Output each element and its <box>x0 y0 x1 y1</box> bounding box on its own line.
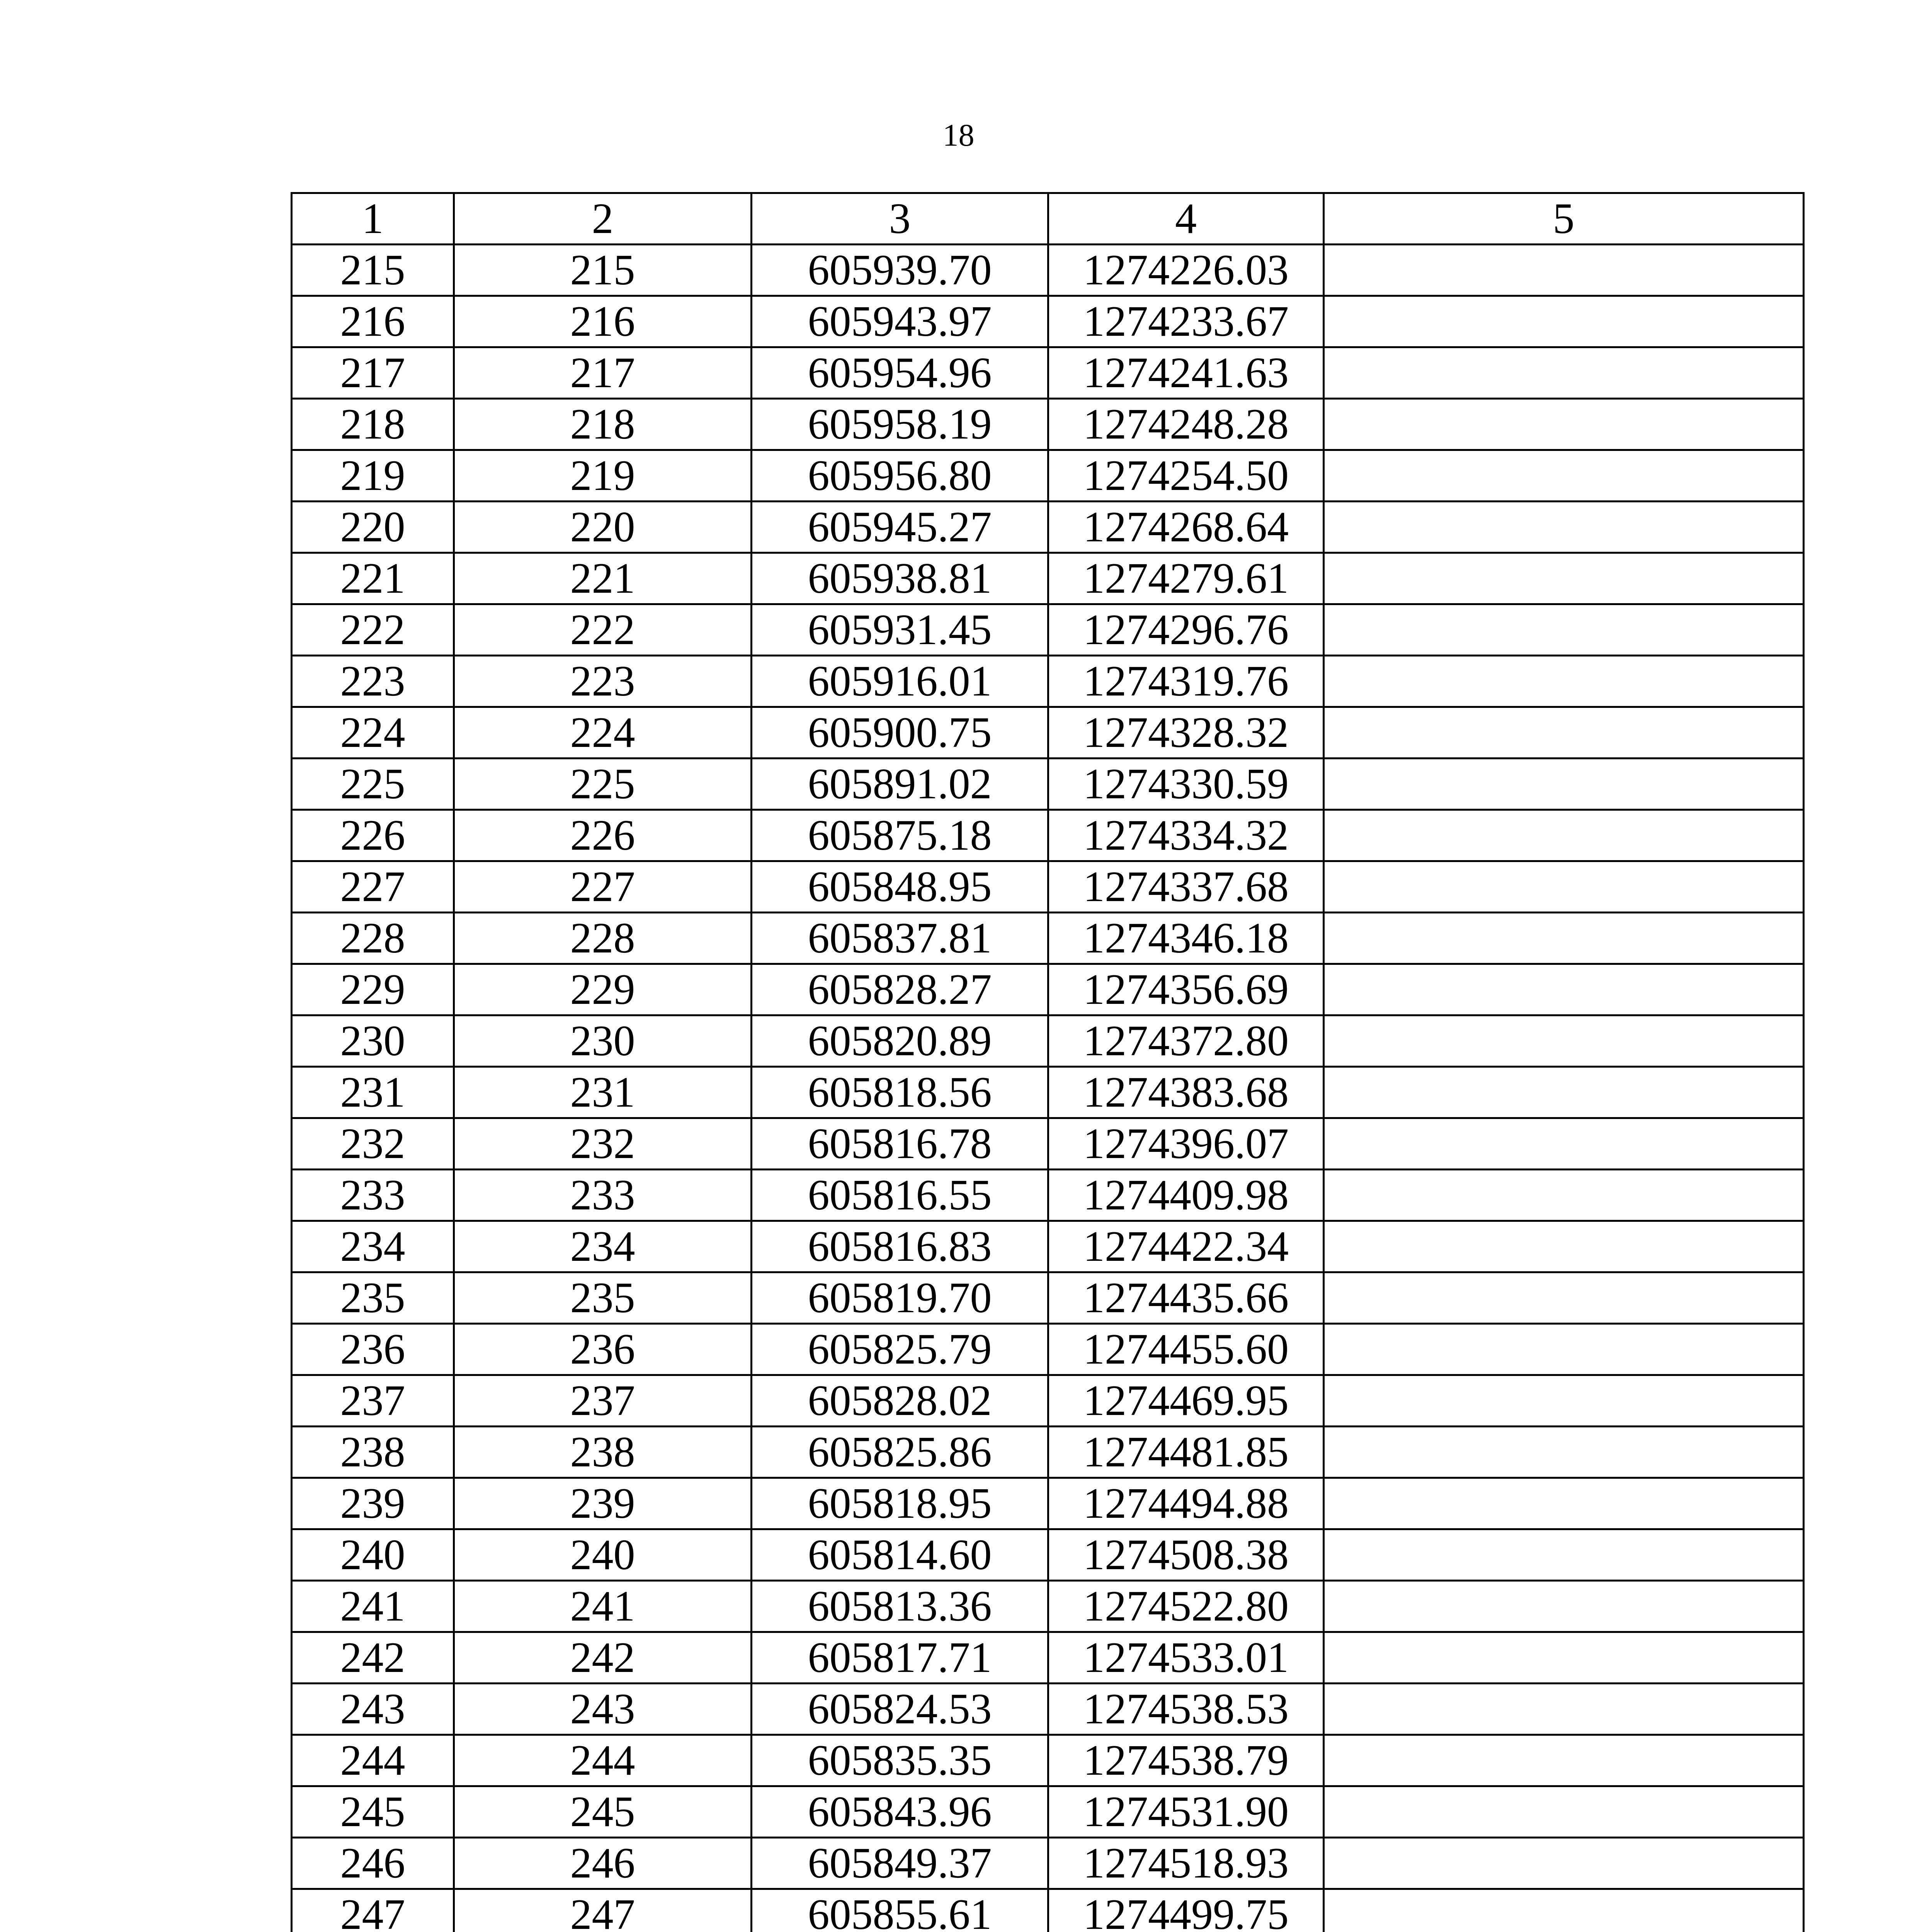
table-cell-col5 <box>1324 810 1804 861</box>
table-cell-col2: 235 <box>454 1272 752 1324</box>
table-cell-col5 <box>1324 245 1804 296</box>
table-row <box>292 450 1804 502</box>
table-row <box>292 1632 1804 1684</box>
table-cell-col4: 1274279.61 <box>1048 553 1324 604</box>
table-cell-col1: 215 <box>292 245 454 296</box>
table-cell-col4: 1274531.90 <box>1048 1786 1324 1838</box>
table-cell-col3: 605819.70 <box>752 1272 1048 1324</box>
table-cell-col5 <box>1324 1632 1804 1684</box>
table-row <box>292 1427 1804 1478</box>
table-cell-col1: 233 <box>292 1170 454 1221</box>
table-cell-col2: 217 <box>454 347 752 399</box>
table-cell-col5 <box>1324 1272 1804 1324</box>
table-cell-col5 <box>1324 913 1804 964</box>
table-cell-col1: 230 <box>292 1015 454 1067</box>
table-cell-col5 <box>1324 1375 1804 1427</box>
table-cell-col4: 1274226.03 <box>1048 245 1324 296</box>
table-cell-col3: 605837.81 <box>752 913 1048 964</box>
table-cell-col4: 1274241.63 <box>1048 347 1324 399</box>
table-cell-col1: 246 <box>292 1838 454 1889</box>
table-cell-col4: 1274346.18 <box>1048 913 1324 964</box>
table-row <box>292 759 1804 810</box>
table-cell-col1: 234 <box>292 1221 454 1272</box>
table-row <box>292 861 1804 913</box>
table-cell-col4: 1274481.85 <box>1048 1427 1324 1478</box>
table-cell-col2: 226 <box>454 810 752 861</box>
table-cell-col4: 1274383.68 <box>1048 1067 1324 1118</box>
table-cell-col4: 1274328.32 <box>1048 707 1324 759</box>
table-cell-col1: 219 <box>292 450 454 502</box>
table-cell-col5 <box>1324 553 1804 604</box>
table-cell-col5 <box>1324 502 1804 553</box>
table-cell-col5 <box>1324 604 1804 656</box>
table-row <box>292 604 1804 656</box>
table-row <box>292 913 1804 964</box>
table-cell-col5 <box>1324 1478 1804 1529</box>
table-cell-col4: 1274455.60 <box>1048 1324 1324 1375</box>
table-cell-col2: 233 <box>454 1170 752 1221</box>
table-cell-col1: 245 <box>292 1786 454 1838</box>
table-cell-col2: 232 <box>454 1118 752 1170</box>
table-cell-col3: 605817.71 <box>752 1632 1048 1684</box>
table-cell-col3: 605835.35 <box>752 1735 1048 1786</box>
table-row <box>292 1015 1804 1067</box>
table-cell-col3: 605820.89 <box>752 1015 1048 1067</box>
table-cell-col3: 605939.70 <box>752 245 1048 296</box>
header-cell-3: 3 <box>752 193 1048 245</box>
table-cell-col3: 605825.79 <box>752 1324 1048 1375</box>
table-cell-col1: 223 <box>292 656 454 707</box>
table-cell-col4: 1274396.07 <box>1048 1118 1324 1170</box>
table-cell-col2: 228 <box>454 913 752 964</box>
table-cell-col3: 605828.02 <box>752 1375 1048 1427</box>
table-cell-col5 <box>1324 1684 1804 1735</box>
table-cell-col5 <box>1324 656 1804 707</box>
table-cell-col2: 224 <box>454 707 752 759</box>
table-cell-col5 <box>1324 707 1804 759</box>
header-cell-1: 1 <box>292 193 454 245</box>
table-cell-col3: 605875.18 <box>752 810 1048 861</box>
table-cell-col3: 605816.83 <box>752 1221 1048 1272</box>
table-cell-col3: 605849.37 <box>752 1838 1048 1889</box>
table-cell-col4: 1274268.64 <box>1048 502 1324 553</box>
table-cell-col1: 247 <box>292 1889 454 1932</box>
table-cell-col5 <box>1324 1427 1804 1478</box>
table-cell-col1: 231 <box>292 1067 454 1118</box>
table-cell-col1: 242 <box>292 1632 454 1684</box>
table-cell-col3: 605891.02 <box>752 759 1048 810</box>
table-cell-col5 <box>1324 1118 1804 1170</box>
table-cell-col3: 605825.86 <box>752 1427 1048 1478</box>
table-cell-col2: 244 <box>454 1735 752 1786</box>
table-cell-col3: 605956.80 <box>752 450 1048 502</box>
table-cell-col1: 237 <box>292 1375 454 1427</box>
table-row <box>292 656 1804 707</box>
table-cell-col2: 245 <box>454 1786 752 1838</box>
table-cell-col1: 225 <box>292 759 454 810</box>
table-cell-col2: 230 <box>454 1015 752 1067</box>
table-cell-col2: 231 <box>454 1067 752 1118</box>
table-cell-col2: 221 <box>454 553 752 604</box>
table-cell-col5 <box>1324 296 1804 347</box>
table-cell-col2: 240 <box>454 1529 752 1581</box>
table-cell-col5 <box>1324 1786 1804 1838</box>
table-row <box>292 1786 1804 1838</box>
table-cell-col3: 605958.19 <box>752 399 1048 450</box>
table-cell-col1: 239 <box>292 1478 454 1529</box>
table-cell-col3: 605814.60 <box>752 1529 1048 1581</box>
table-cell-col3: 605938.81 <box>752 553 1048 604</box>
table-row <box>292 810 1804 861</box>
table-cell-col5 <box>1324 759 1804 810</box>
table-cell-col4: 1274254.50 <box>1048 450 1324 502</box>
table-cell-col4: 1274538.53 <box>1048 1684 1324 1735</box>
table-row <box>292 245 1804 296</box>
table-cell-col2: 236 <box>454 1324 752 1375</box>
table-row <box>292 347 1804 399</box>
table-cell-col4: 1274372.80 <box>1048 1015 1324 1067</box>
table-cell-col2: 225 <box>454 759 752 810</box>
table-cell-col1: 232 <box>292 1118 454 1170</box>
table-cell-col5 <box>1324 861 1804 913</box>
table-cell-col5 <box>1324 1529 1804 1581</box>
table-cell-col2: 219 <box>454 450 752 502</box>
table-cell-col1: 228 <box>292 913 454 964</box>
table-cell-col2: 216 <box>454 296 752 347</box>
table-cell-col5 <box>1324 1735 1804 1786</box>
table-cell-col5 <box>1324 450 1804 502</box>
table-row <box>292 1375 1804 1427</box>
header-cell-4: 4 <box>1048 193 1324 245</box>
table-row <box>292 1324 1804 1375</box>
table-cell-col4: 1274533.01 <box>1048 1632 1324 1684</box>
header-cell-5: 5 <box>1324 193 1804 245</box>
table-cell-col1: 217 <box>292 347 454 399</box>
table-header <box>292 193 1804 245</box>
table-cell-col4: 1274233.67 <box>1048 296 1324 347</box>
table-cell-col3: 605931.45 <box>752 604 1048 656</box>
table-cell-col1: 224 <box>292 707 454 759</box>
table-cell-col2: 246 <box>454 1838 752 1889</box>
table-cell-col3: 605816.78 <box>752 1118 1048 1170</box>
table-row <box>292 1272 1804 1324</box>
table-cell-col4: 1274494.88 <box>1048 1478 1324 1529</box>
table-body <box>292 245 1804 1932</box>
table-cell-col5 <box>1324 1838 1804 1889</box>
table-row <box>292 1735 1804 1786</box>
table-cell-col1: 238 <box>292 1427 454 1478</box>
table-cell-col1: 216 <box>292 296 454 347</box>
table-cell-col1: 229 <box>292 964 454 1015</box>
table-cell-col1: 218 <box>292 399 454 450</box>
table-cell-col1: 235 <box>292 1272 454 1324</box>
table-cell-col1: 236 <box>292 1324 454 1375</box>
table-cell-col5 <box>1324 964 1804 1015</box>
table-cell-col2: 241 <box>454 1581 752 1632</box>
table-cell-col1: 240 <box>292 1529 454 1581</box>
coordinates-table <box>291 192 1805 1932</box>
table-cell-col4: 1274319.76 <box>1048 656 1324 707</box>
table-cell-col2: 223 <box>454 656 752 707</box>
table-cell-col3: 605818.56 <box>752 1067 1048 1118</box>
header-row <box>292 193 1804 245</box>
table-cell-col1: 226 <box>292 810 454 861</box>
table-cell-col3: 605900.75 <box>752 707 1048 759</box>
table-cell-col2: 247 <box>454 1889 752 1932</box>
table-cell-col5 <box>1324 399 1804 450</box>
table-cell-col2: 237 <box>454 1375 752 1427</box>
table-cell-col3: 605828.27 <box>752 964 1048 1015</box>
table-row <box>292 1170 1804 1221</box>
table-cell-col4: 1274522.80 <box>1048 1581 1324 1632</box>
table-cell-col4: 1274409.98 <box>1048 1170 1324 1221</box>
table-cell-col4: 1274356.69 <box>1048 964 1324 1015</box>
table-cell-col4: 1274499.75 <box>1048 1889 1324 1932</box>
table-cell-col1: 243 <box>292 1684 454 1735</box>
table-row <box>292 296 1804 347</box>
table-cell-col1: 241 <box>292 1581 454 1632</box>
table-cell-col4: 1274538.79 <box>1048 1735 1324 1786</box>
table-cell-col4: 1274334.32 <box>1048 810 1324 861</box>
table-cell-col5 <box>1324 1581 1804 1632</box>
table-cell-col4: 1274469.95 <box>1048 1375 1324 1427</box>
table-cell-col3: 605943.97 <box>752 296 1048 347</box>
table-cell-col4: 1274337.68 <box>1048 861 1324 913</box>
table-cell-col2: 215 <box>454 245 752 296</box>
table-cell-col2: 239 <box>454 1478 752 1529</box>
table-cell-col3: 605818.95 <box>752 1478 1048 1529</box>
table-row <box>292 1529 1804 1581</box>
page-number: 18 <box>942 117 975 153</box>
table-cell-col5 <box>1324 347 1804 399</box>
table-cell-col3: 605824.53 <box>752 1684 1048 1735</box>
table-cell-col5 <box>1324 1015 1804 1067</box>
table-cell-col2: 229 <box>454 964 752 1015</box>
table-cell-col1: 244 <box>292 1735 454 1786</box>
table-row <box>292 1118 1804 1170</box>
table-cell-col5 <box>1324 1067 1804 1118</box>
table-cell-col2: 243 <box>454 1684 752 1735</box>
table-cell-col4: 1274248.28 <box>1048 399 1324 450</box>
table-cell-col3: 605813.36 <box>752 1581 1048 1632</box>
table-cell-col1: 227 <box>292 861 454 913</box>
table-cell-col3: 605954.96 <box>752 347 1048 399</box>
table-cell-col2: 218 <box>454 399 752 450</box>
table-row <box>292 399 1804 450</box>
table-cell-col4: 1274435.66 <box>1048 1272 1324 1324</box>
table-cell-col2: 227 <box>454 861 752 913</box>
table-row <box>292 502 1804 553</box>
table-cell-col3: 605848.95 <box>752 861 1048 913</box>
table-cell-col3: 605916.01 <box>752 656 1048 707</box>
table-row <box>292 1684 1804 1735</box>
table-cell-col4: 1274330.59 <box>1048 759 1324 810</box>
table-cell-col3: 605816.55 <box>752 1170 1048 1221</box>
table-cell-col2: 234 <box>454 1221 752 1272</box>
table-cell-col2: 220 <box>454 502 752 553</box>
table-cell-col5 <box>1324 1324 1804 1375</box>
table-cell-col4: 1274508.38 <box>1048 1529 1324 1581</box>
table-cell-col4: 1274422.34 <box>1048 1221 1324 1272</box>
table-cell-col1: 220 <box>292 502 454 553</box>
table-cell-col3: 605843.96 <box>752 1786 1048 1838</box>
table-cell-col5 <box>1324 1170 1804 1221</box>
table-cell-col3: 605945.27 <box>752 502 1048 553</box>
table-row <box>292 1581 1804 1632</box>
table-row <box>292 1889 1804 1932</box>
table-row <box>292 1478 1804 1529</box>
table-row <box>292 1067 1804 1118</box>
table-cell-col2: 238 <box>454 1427 752 1478</box>
table-row <box>292 964 1804 1015</box>
table-cell-col5 <box>1324 1221 1804 1272</box>
table-cell-col3: 605855.61 <box>752 1889 1048 1932</box>
table-cell-col1: 221 <box>292 553 454 604</box>
table-cell-col2: 222 <box>454 604 752 656</box>
table-cell-col4: 1274518.93 <box>1048 1838 1324 1889</box>
header-cell-2: 2 <box>454 193 752 245</box>
table-row <box>292 707 1804 759</box>
table-cell-col2: 242 <box>454 1632 752 1684</box>
table-cell-col1: 222 <box>292 604 454 656</box>
table-row <box>292 1838 1804 1889</box>
table-cell-col4: 1274296.76 <box>1048 604 1324 656</box>
table-row <box>292 553 1804 604</box>
table-row <box>292 1221 1804 1272</box>
table-cell-col5 <box>1324 1889 1804 1932</box>
